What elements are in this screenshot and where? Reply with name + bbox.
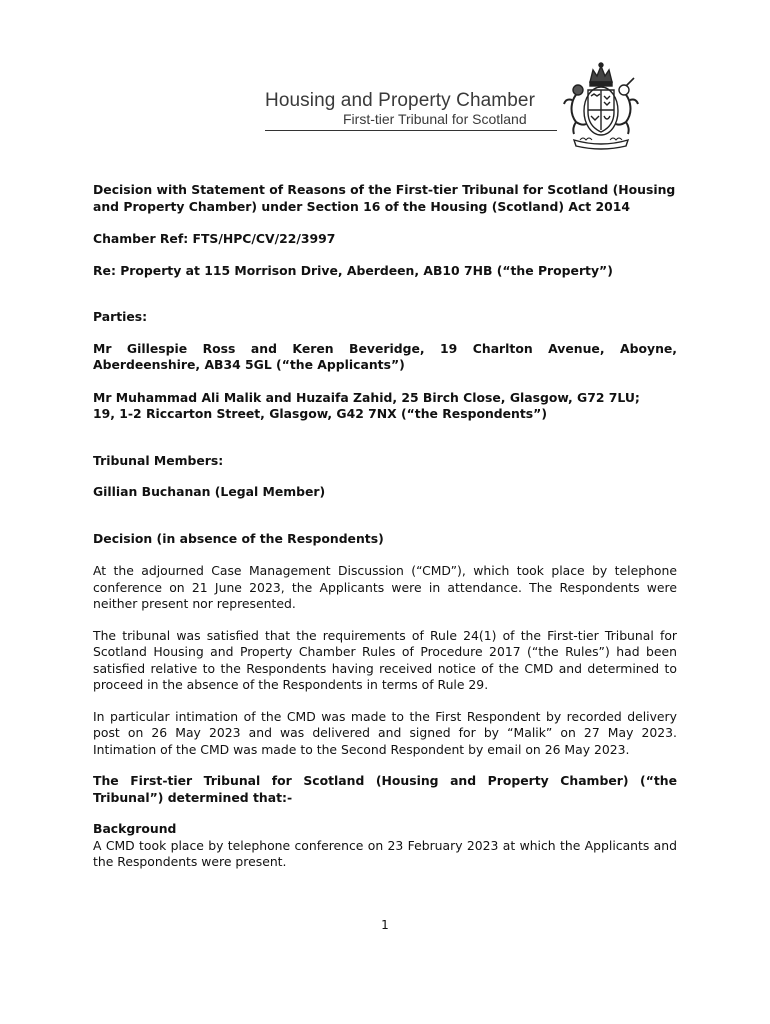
paragraph-intimation: In particular intimation of the CMD was made to the First Respondent by recorded delivery post on 26 May 2023 and was delivered and signed for by “Malik” on 27 May 2023. Intimation of the CMD was made to the Second Respondent by email on 26 May 2023. — [93, 708, 677, 757]
determination-statement: The First-tier Tribunal for Scotland (Housing and Property Chamber) (“the Tribunal”) determined that:- — [93, 773, 677, 805]
legal-member: Gillian Buchanan (Legal Member) — [93, 484, 326, 499]
paragraph-attendance: At the adjourned Case Management Discussion (“CMD”), which took place by telephone conference on 21 June 2023, the Applicants were in attendance. The Respondents were neither present nor represented. — [93, 563, 677, 611]
property-reference: Re: Property at 115 Morrison Drive, Aberdeen, AB10 7HB (“the Property”) — [93, 262, 613, 278]
parties-label: Parties: — [93, 309, 148, 324]
decision-heading: Decision (in absence of the Respondents) — [93, 530, 384, 546]
chamber-title: Housing and Property Chamber — [265, 90, 535, 111]
background-text: A CMD took place by telephone conference on 23 February 2023 at which the Applicants and the Respondents were present. — [93, 837, 677, 869]
respondents-line-1: Mr Muhammad Ali Malik and Huzaifa Zahid, 25 Birch Close, Glasgow, G72 7LU; — [93, 389, 640, 405]
applicants-details: Mr Gillespie Ross and Keren Beveridge, 19 Charlton Avenue, Aboyne, Aberdeenshire, AB34 5GL (“the Applicants”) — [93, 340, 677, 372]
document-heading: Decision with Statement of Reasons of the First-tier Tribunal for Scotland (Housing and Property Chamber) under Section 16 of the Housing (Scotland) Act 2014 — [93, 182, 676, 214]
royal-crest-icon — [560, 60, 642, 152]
tribunal-members-label: Tribunal Members: — [93, 452, 224, 468]
document-body — [93, 182, 677, 871]
background-heading: Background — [93, 821, 177, 836]
page-number: 1 — [381, 918, 389, 932]
paragraph-rule-24: The tribunal was satisfied that the requirements of Rule 24(1) of the First-tier Tribunal for Scotland Housing and Property Chamber Rules of Procedure 2017 (“the Rules”) had been satisfied relative to the Respondents having received notice of the CMD and determined to proceed in the absence of the Respondents in terms of Rule 29. — [93, 627, 677, 692]
header-rule — [265, 130, 557, 131]
document-header — [262, 60, 682, 160]
chamber-reference: Chamber Ref: FTS/HPC/CV/22/3997 — [93, 231, 336, 246]
respondents-line-2: 19, 1-2 Riccarton Street, Glasgow, G42 7NX (“the Respondents”) — [93, 406, 547, 421]
tribunal-subtitle: First-tier Tribunal for Scotland — [343, 111, 527, 127]
